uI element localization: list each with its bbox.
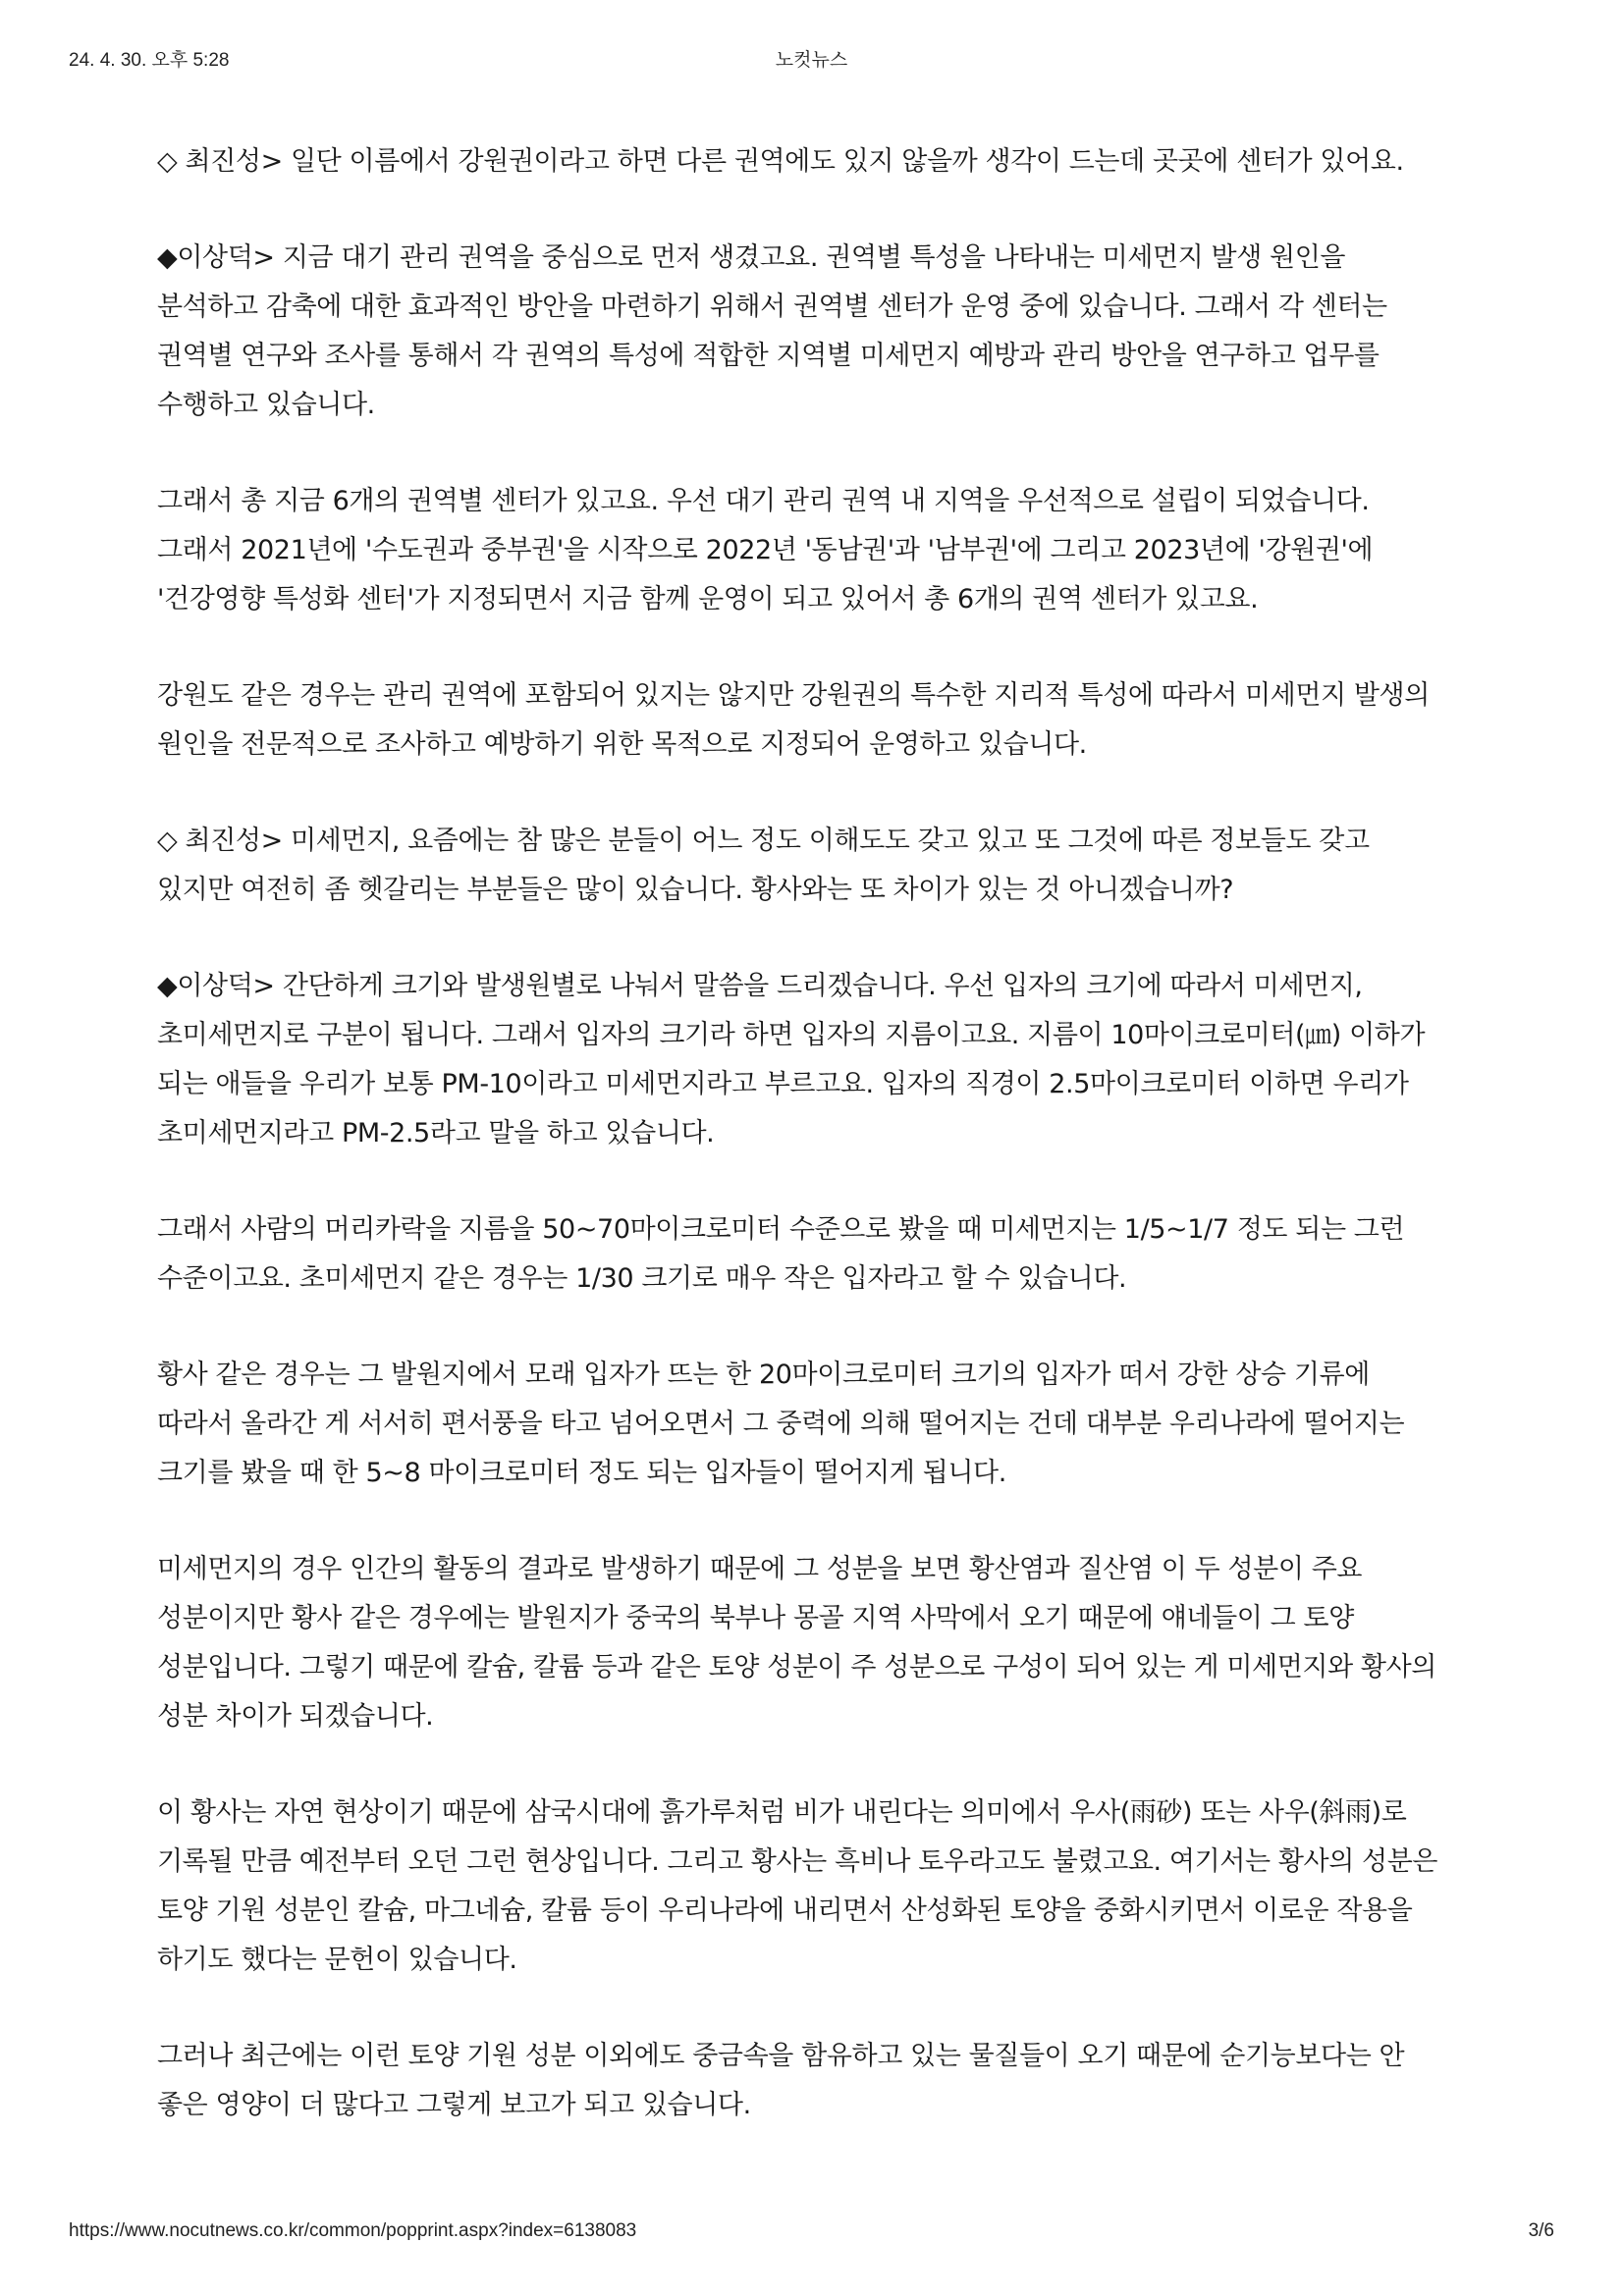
paragraph: ◇ 최진성> 미세먼지, 요즘에는 참 많은 분들이 어느 정도 이해도도 갖고 있고 또 그것에 따른 정보들도 갖고 있지만 여전히 좀 헷갈리는 부분들은 많이 있습니다. 황사와는 또 차이가 있는 것 아니겠습니까? [157, 826, 1370, 905]
site-title: 노컷뉴스 [775, 50, 848, 71]
print-datetime: 24. 4. 30. 오후 5:28 [69, 50, 230, 71]
page-indicator: 3/6 [1528, 2220, 1554, 2241]
paragraph: ◆이상덕> 지금 대기 관리 권역을 중심으로 먼저 생겼고요. 권역별 특성을 나타내는 미세먼지 발생 원인을 분석하고 감축에 대한 효과적인 방안을 마련하기 위해서 권역별 센터가 운영 중에 있습니다. 그래서 각 센터는 권역별 연구와 조사를 통해서 각 권역의 특성에 적합한 지역별 미세먼지 예방과 관리 방안을 연구하고 업무를 수행하고 있습니다. [157, 242, 1387, 420]
paragraph: ◆이상덕> 간단하게 크기와 발생원별로 나눠서 말씀을 드리겠습니다. 우선 입자의 크기에 따라서 미세먼지, 초미세먼지로 구분이 됩니다. 그래서 입자의 크기라 하면 입자의 지름이고요. 지름이 10마이크로미터(㎛) 이하가 되는 애들을 우리가 보통 PM-10이라고 미세먼지라고 부르고요. 입자의 직경이 2.5마이크로미터 이하면 우리가 초미세먼지라고 PM-2.5라고 말을 하고 있습니다. [157, 971, 1426, 1148]
paragraph: 이 황사는 자연 현상이기 때문에 삼국시대에 흙가루처럼 비가 내린다는 의미에서 우사(雨砂) 또는 사우(斜雨)로 기록될 만큼 예전부터 오던 그런 현상입니다. 그리고 황사는 흑비나 토우라고도 불렸고요. 여기서는 황사의 성분은 토양 기원 성분인 칼슘, 마그네슘, 칼륨 등이 우리나라에 내리면서 산성화된 토양을 중화시키면서 이로운 작용을 하기도 했다는 문헌이 있습니다. [157, 1797, 1438, 1975]
paragraph: 미세먼지의 경우 인간의 활동의 결과로 발생하기 때문에 그 성분을 보면 황산염과 질산염 이 두 성분이 주요 성분이지만 황사 같은 경우에는 발원지가 중국의 북부나 몽골 지역 사막에서 오기 때문에 얘네들이 그 토양 성분입니다. 그렇기 때문에 칼슘, 칼륨 등과 같은 토양 성분이 주 성분으로 구성이 되어 있는 게 미세먼지와 황사의 성분 차이가 되겠습니다. [157, 1554, 1436, 1732]
paragraph: 그래서 사람의 머리카락을 지름을 50~70마이크로미터 수준으로 봤을 때 미세먼지는 1/5~1/7 정도 되는 그런 수준이고요. 초미세먼지 같은 경우는 1/30 크기로 매우 작은 입자라고 할 수 있습니다. [157, 1214, 1405, 1294]
print-header [69, 45, 1554, 75]
paragraph: 그러나 최근에는 이런 토양 기원 성분 이외에도 중금속을 함유하고 있는 물질들이 오기 때문에 순기능보다는 안 좋은 영양이 더 많다고 그렇게 보고가 되고 있습니다. [157, 2041, 1405, 2120]
paragraph: 그래서 총 지금 6개의 권역별 센터가 있고요. 우선 대기 관리 권역 내 지역을 우선적으로 설립이 되었습니다. 그래서 2021년에 '수도권과 중부권'을 시작으로 2022년 '동남권'과 '남부권'에 그리고 2023년에 '강원권'에 '건강영향 특성화 센터'가 지정되면서 지금 함께 운영이 되고 있어서 총 6개의 권역 센터가 있고요. [157, 486, 1374, 614]
print-footer [69, 2220, 1554, 2250]
article-body [157, 137, 1443, 2177]
paragraph: 황사 같은 경우는 그 발원지에서 모래 입자가 뜨는 한 20마이크로미터 크기의 입자가 떠서 강한 상승 기류에 따라서 올라간 게 서서히 편서풍을 타고 넘어오면서 그 중력에 의해 떨어지는 건데 대부분 우리나라에 떨어지는 크기를 봤을 때 한 5~8 마이크로미터 정도 되는 입자들이 떨어지게 됩니다. [157, 1360, 1405, 1488]
paragraph: 강원도 같은 경우는 관리 권역에 포함되어 있지는 않지만 강원권의 특수한 지리적 특성에 따라서 미세먼지 발생의 원인을 전문적으로 조사하고 예방하기 위한 목적으로 지정되어 운영하고 있습니다. [157, 680, 1430, 760]
page-url: https://www.nocutnews.co.kr/common/popprint.aspx?index=6138083 [69, 2220, 637, 2241]
paragraph: ◇ 최진성> 일단 이름에서 강원권이라고 하면 다른 권역에도 있지 않을까 생각이 드는데 곳곳에 센터가 있어요. [157, 146, 1404, 177]
